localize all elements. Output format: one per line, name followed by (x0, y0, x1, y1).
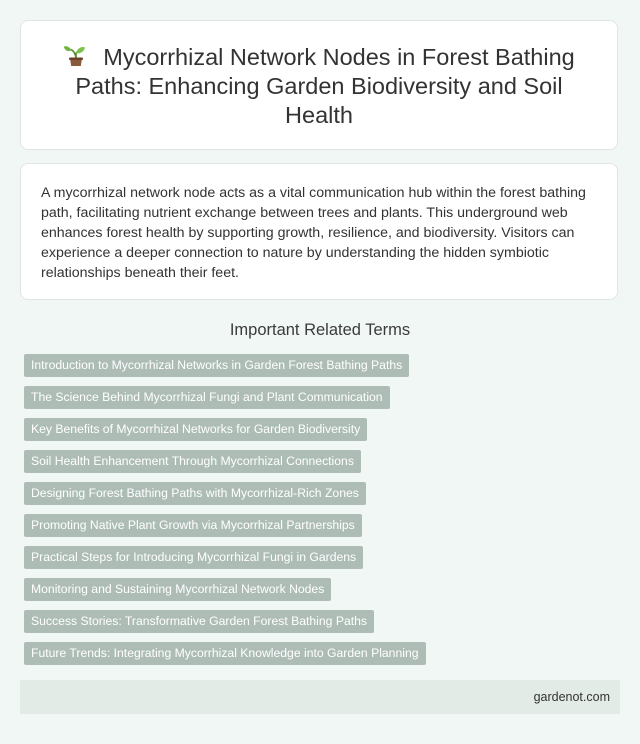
related-term-tag[interactable]: The Science Behind Mycorrhizal Fungi and Plant Communication (24, 386, 390, 409)
related-term-tag[interactable]: Monitoring and Sustaining Mycorrhizal Network Nodes (24, 578, 331, 601)
seedling-icon (63, 43, 89, 67)
page-title (51, 43, 587, 130)
related-term-tag[interactable]: Practical Steps for Introducing Mycorrhizal Fungi in Gardens (24, 546, 363, 569)
related-term-tag[interactable]: Success Stories: Transformative Garden Forest Bathing Paths (24, 610, 374, 633)
related-terms-list (24, 354, 620, 674)
title-text: Mycorrhizal Network Nodes in Forest Bathing Paths: Enhancing Garden Biodiversity and Soil Health (75, 44, 575, 128)
related-term-tag[interactable]: Introduction to Mycorrhizal Networks in Garden Forest Bathing Paths (24, 354, 409, 377)
footer (20, 680, 620, 714)
related-term-tag[interactable]: Designing Forest Bathing Paths with Mycorrhizal-Rich Zones (24, 482, 366, 505)
summary-card (20, 163, 618, 300)
related-term-tag[interactable]: Soil Health Enhancement Through Mycorrhizal Connections (24, 450, 361, 473)
title-card (20, 20, 618, 150)
related-terms-heading: Important Related Terms (229, 321, 411, 339)
related-term-tag[interactable]: Key Benefits of Mycorrhizal Networks for Garden Biodiversity (24, 418, 367, 441)
footer-site-link[interactable]: gardenot.com (533, 690, 610, 704)
related-term-tag[interactable]: Future Trends: Integrating Mycorrhizal Knowledge into Garden Planning (24, 642, 426, 665)
related-term-tag[interactable]: Promoting Native Plant Growth via Mycorrhizal Partnerships (24, 514, 362, 537)
summary-text: A mycorrhizal network node acts as a vital communication hub within the forest bathing path, facilitating nutrient exchange between trees and plants. This underground web enhances forest health by supporting growth, resilience, and biodiversity. Visitors can experience a deeper connection to nature by understanding the hidden symbiotic relationships beneath their feet. (41, 185, 586, 281)
